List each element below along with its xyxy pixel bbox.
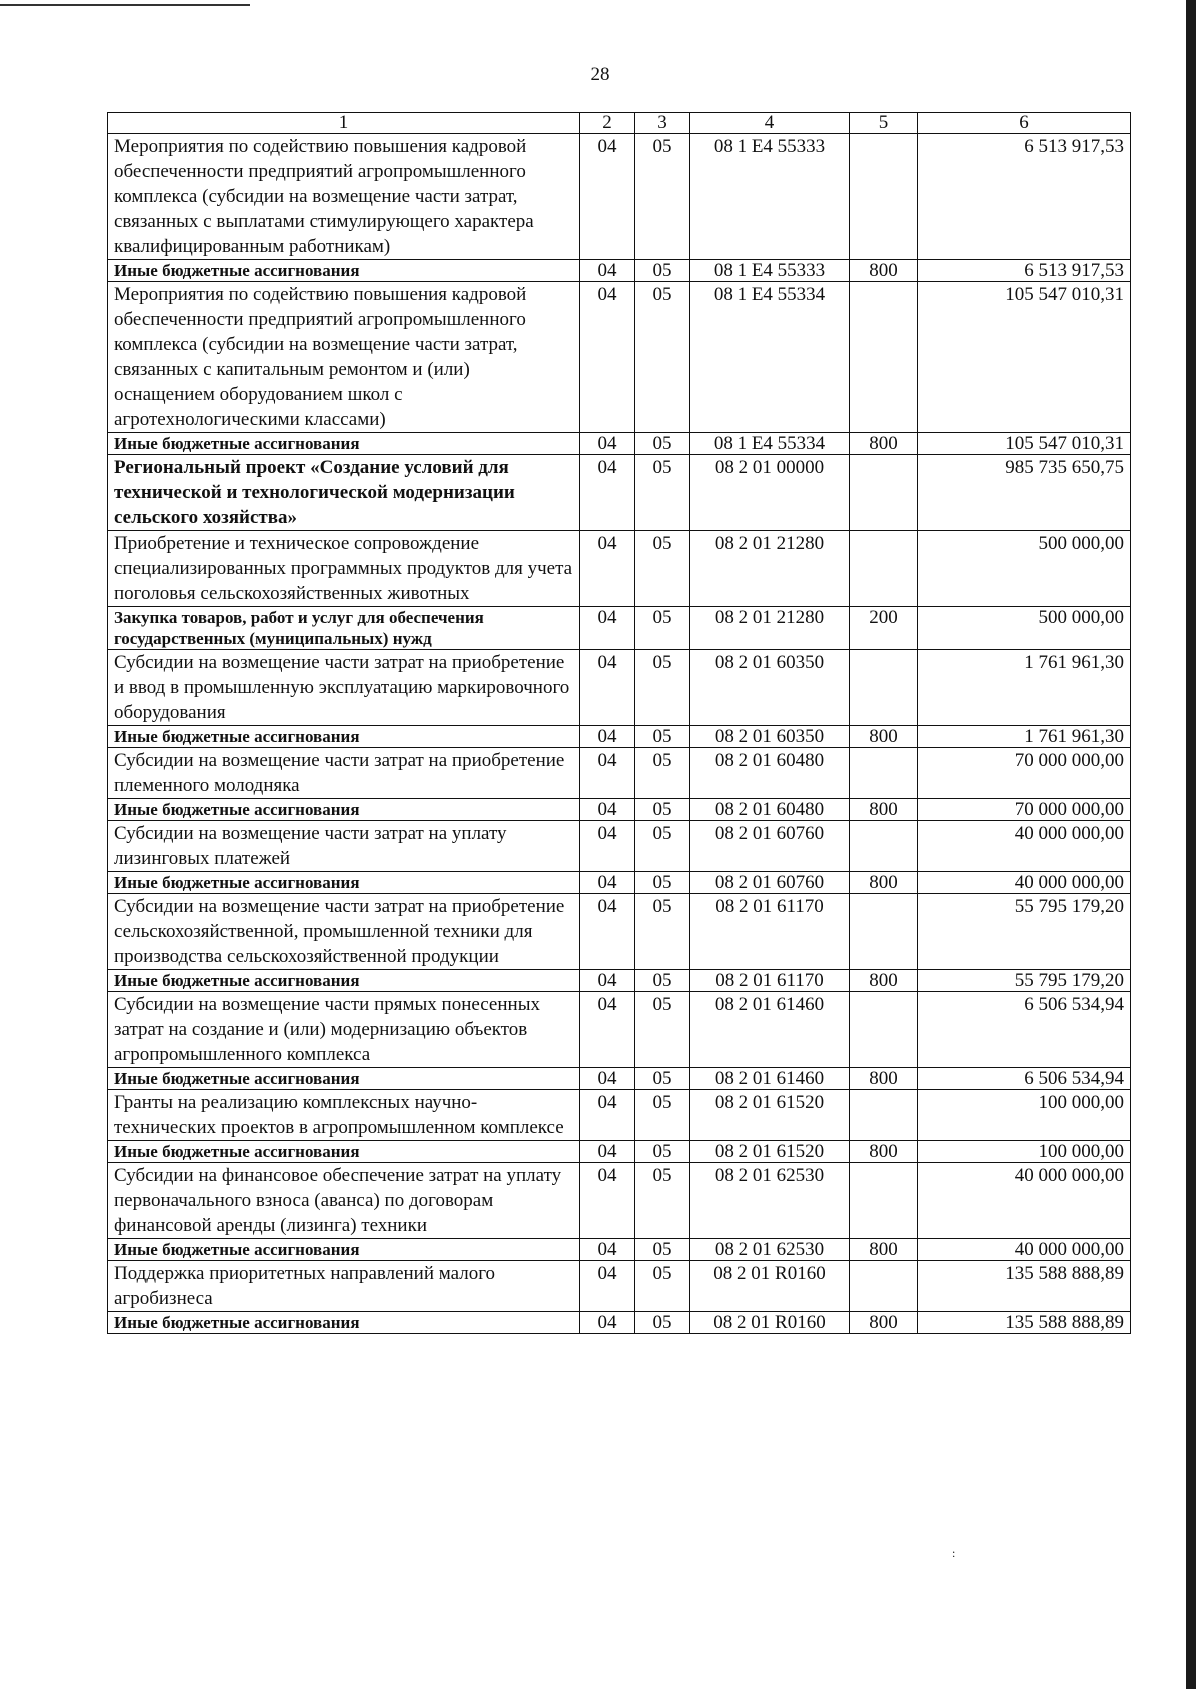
row-target-code: 08 2 01 00000 (690, 455, 850, 531)
table-row (108, 1312, 1131, 1334)
row-amount: 55 795 179,20 (918, 970, 1131, 992)
table-row (108, 726, 1131, 748)
row-name: Мероприятия по содействию повышения кадровой обеспеченности предприятий агропромышленного комплекса (субсидии на возмещение части затрат, связанных с выплатами стимулирующего характера квалифицированным работникам) (108, 134, 580, 260)
row-name: Региональный проект «Создание условий для технической и технологической модернизации сельского хозяйства» (108, 455, 580, 531)
row-target-code: 08 2 01 62530 (690, 1163, 850, 1239)
scan-artifact: : (952, 1546, 956, 1560)
row-name: Приобретение и техническое сопровождение специализированных программных продуктов для учета поголовья сельскохозяйственных животных (108, 531, 580, 607)
row-expense-type (850, 282, 918, 433)
row-name: Иные бюджетные ассигнования (108, 1141, 580, 1163)
row-amount: 40 000 000,00 (918, 821, 1131, 872)
row-target-code: 08 2 01 60480 (690, 799, 850, 821)
row-name: Субсидии на возмещение части прямых понесенных затрат на создание и (или) модернизацию объектов агропромышленного комплекса (108, 992, 580, 1068)
row-section: 04 (580, 531, 635, 607)
row-name: Субсидии на возмещение части затрат на приобретение и ввод в промышленную эксплуатацию маркировочного оборудования (108, 650, 580, 726)
row-section: 04 (580, 1261, 635, 1312)
row-name: Иные бюджетные ассигнования (108, 872, 580, 894)
row-target-code: 08 2 01 60480 (690, 748, 850, 799)
row-subsection: 05 (635, 1090, 690, 1141)
table-row (108, 970, 1131, 992)
table-row (108, 872, 1131, 894)
budget-table-body (108, 113, 1131, 1334)
row-name: Иные бюджетные ассигнования (108, 726, 580, 748)
row-expense-type (850, 821, 918, 872)
row-section: 04 (580, 1239, 635, 1261)
row-name: Иные бюджетные ассигнования (108, 433, 580, 455)
row-section: 04 (580, 455, 635, 531)
row-subsection: 05 (635, 1141, 690, 1163)
row-expense-type: 800 (850, 799, 918, 821)
table-row (108, 1141, 1131, 1163)
row-section: 04 (580, 799, 635, 821)
row-amount: 40 000 000,00 (918, 872, 1131, 894)
column-header-5: 5 (850, 113, 918, 134)
row-name: Иные бюджетные ассигнования (108, 970, 580, 992)
row-expense-type: 800 (850, 433, 918, 455)
row-amount: 100 000,00 (918, 1090, 1131, 1141)
row-expense-type (850, 531, 918, 607)
row-target-code: 08 2 01 60350 (690, 650, 850, 726)
row-section: 04 (580, 748, 635, 799)
row-amount: 135 588 888,89 (918, 1312, 1131, 1334)
row-name: Иные бюджетные ассигнования (108, 1312, 580, 1334)
row-expense-type (850, 455, 918, 531)
row-subsection: 05 (635, 134, 690, 260)
row-target-code: 08 2 01 61460 (690, 992, 850, 1068)
row-subsection: 05 (635, 433, 690, 455)
column-header-6: 6 (918, 113, 1131, 134)
row-target-code: 08 1 E4 55333 (690, 260, 850, 282)
row-section: 04 (580, 894, 635, 970)
row-expense-type: 800 (850, 872, 918, 894)
row-subsection: 05 (635, 970, 690, 992)
row-amount: 6 513 917,53 (918, 260, 1131, 282)
row-target-code: 08 2 01 61520 (690, 1141, 850, 1163)
row-section: 04 (580, 433, 635, 455)
row-section: 04 (580, 1068, 635, 1090)
row-section: 04 (580, 282, 635, 433)
row-amount: 500 000,00 (918, 607, 1131, 650)
row-expense-type (850, 1163, 918, 1239)
row-target-code: 08 2 01 60350 (690, 726, 850, 748)
row-name: Закупка товаров, работ и услуг для обеспечения государственных (муниципальных) нужд (108, 607, 580, 650)
table-row (108, 1261, 1131, 1312)
row-subsection: 05 (635, 1068, 690, 1090)
row-target-code: 08 2 01 21280 (690, 607, 850, 650)
row-target-code: 08 2 01 61170 (690, 894, 850, 970)
table-row (108, 455, 1131, 531)
row-name: Иные бюджетные ассигнования (108, 1239, 580, 1261)
row-target-code: 08 2 01 61170 (690, 970, 850, 992)
row-expense-type (850, 650, 918, 726)
row-name: Мероприятия по содействию повышения кадровой обеспеченности предприятий агропромышленного комплекса (субсидии на возмещение части затрат, связанных с капитальным ремонтом и (или) оснащением оборудованием школ с агротехнологическими классами) (108, 282, 580, 433)
row-name: Субсидии на финансовое обеспечение затрат на уплату первоначального взноса (аванса) по договорам финансовой аренды (лизинга) техники (108, 1163, 580, 1239)
row-subsection: 05 (635, 821, 690, 872)
row-subsection: 05 (635, 282, 690, 433)
row-section: 04 (580, 1090, 635, 1141)
row-target-code: 08 2 01 60760 (690, 872, 850, 894)
row-expense-type (850, 894, 918, 970)
row-amount: 105 547 010,31 (918, 433, 1131, 455)
table-row (108, 1239, 1131, 1261)
table-row (108, 134, 1131, 260)
row-subsection: 05 (635, 455, 690, 531)
row-amount: 135 588 888,89 (918, 1261, 1131, 1312)
table-row (108, 531, 1131, 607)
row-expense-type (850, 992, 918, 1068)
budget-table (107, 112, 1131, 1334)
row-subsection: 05 (635, 1163, 690, 1239)
row-expense-type: 800 (850, 260, 918, 282)
row-amount: 105 547 010,31 (918, 282, 1131, 433)
row-expense-type (850, 1090, 918, 1141)
row-target-code: 08 1 E4 55334 (690, 282, 850, 433)
row-subsection: 05 (635, 799, 690, 821)
row-expense-type: 800 (850, 1141, 918, 1163)
row-section: 04 (580, 607, 635, 650)
table-row (108, 433, 1131, 455)
row-subsection: 05 (635, 607, 690, 650)
row-section: 04 (580, 872, 635, 894)
row-amount: 40 000 000,00 (918, 1239, 1131, 1261)
table-row (108, 1068, 1131, 1090)
table-row (108, 1163, 1131, 1239)
row-target-code: 08 2 01 R0160 (690, 1312, 850, 1334)
row-section: 04 (580, 1163, 635, 1239)
row-section: 04 (580, 134, 635, 260)
row-section: 04 (580, 650, 635, 726)
row-target-code: 08 2 01 21280 (690, 531, 850, 607)
table-row (108, 748, 1131, 799)
row-subsection: 05 (635, 748, 690, 799)
row-section: 04 (580, 726, 635, 748)
row-subsection: 05 (635, 1261, 690, 1312)
table-row (108, 992, 1131, 1068)
table-row (108, 282, 1131, 433)
table-row (108, 799, 1131, 821)
row-subsection: 05 (635, 872, 690, 894)
row-section: 04 (580, 992, 635, 1068)
row-subsection: 05 (635, 992, 690, 1068)
table-header-row (108, 113, 1131, 134)
row-section: 04 (580, 821, 635, 872)
row-subsection: 05 (635, 894, 690, 970)
row-name: Поддержка приоритетных направлений малого агробизнеса (108, 1261, 580, 1312)
column-header-2: 2 (580, 113, 635, 134)
row-amount: 1 761 961,30 (918, 650, 1131, 726)
row-name: Иные бюджетные ассигнования (108, 1068, 580, 1090)
table-row (108, 650, 1131, 726)
row-target-code: 08 2 01 62530 (690, 1239, 850, 1261)
row-expense-type: 800 (850, 1239, 918, 1261)
row-amount: 500 000,00 (918, 531, 1131, 607)
scan-edge-border (1186, 0, 1196, 1689)
row-expense-type: 800 (850, 970, 918, 992)
row-section: 04 (580, 1312, 635, 1334)
row-amount: 70 000 000,00 (918, 799, 1131, 821)
row-amount: 6 506 534,94 (918, 992, 1131, 1068)
row-expense-type (850, 1261, 918, 1312)
row-subsection: 05 (635, 531, 690, 607)
row-subsection: 05 (635, 650, 690, 726)
row-expense-type: 800 (850, 1312, 918, 1334)
row-section: 04 (580, 970, 635, 992)
row-target-code: 08 2 01 61520 (690, 1090, 850, 1141)
row-expense-type: 200 (850, 607, 918, 650)
row-section: 04 (580, 260, 635, 282)
column-header-3: 3 (635, 113, 690, 134)
row-target-code: 08 1 E4 55333 (690, 134, 850, 260)
row-expense-type: 800 (850, 726, 918, 748)
row-amount: 1 761 961,30 (918, 726, 1131, 748)
row-target-code: 08 2 01 61460 (690, 1068, 850, 1090)
row-amount: 100 000,00 (918, 1141, 1131, 1163)
row-name: Субсидии на возмещение части затрат на приобретение племенного молодняка (108, 748, 580, 799)
table-row (108, 607, 1131, 650)
column-header-4: 4 (690, 113, 850, 134)
row-expense-type (850, 748, 918, 799)
row-amount: 55 795 179,20 (918, 894, 1131, 970)
row-amount: 6 513 917,53 (918, 134, 1131, 260)
row-amount: 985 735 650,75 (918, 455, 1131, 531)
row-name: Иные бюджетные ассигнования (108, 799, 580, 821)
row-subsection: 05 (635, 260, 690, 282)
table-row (108, 821, 1131, 872)
row-name: Субсидии на возмещение части затрат на уплату лизинговых платежей (108, 821, 580, 872)
row-section: 04 (580, 1141, 635, 1163)
column-header-1: 1 (108, 113, 580, 134)
row-subsection: 05 (635, 1239, 690, 1261)
row-name: Субсидии на возмещение части затрат на приобретение сельскохозяйственной, промышленной техники для производства сельскохозяйственной продукции (108, 894, 580, 970)
row-target-code: 08 1 E4 55334 (690, 433, 850, 455)
row-expense-type: 800 (850, 1068, 918, 1090)
table-row (108, 260, 1131, 282)
scan-edge-mark (0, 4, 250, 6)
table-row (108, 1090, 1131, 1141)
row-subsection: 05 (635, 1312, 690, 1334)
row-target-code: 08 2 01 R0160 (690, 1261, 850, 1312)
table-row (108, 894, 1131, 970)
row-subsection: 05 (635, 726, 690, 748)
row-target-code: 08 2 01 60760 (690, 821, 850, 872)
row-name: Иные бюджетные ассигнования (108, 260, 580, 282)
row-amount: 40 000 000,00 (918, 1163, 1131, 1239)
row-amount: 6 506 534,94 (918, 1068, 1131, 1090)
row-name: Гранты на реализацию комплексных научно-технических проектов в агропромышленном комплексе (108, 1090, 580, 1141)
row-amount: 70 000 000,00 (918, 748, 1131, 799)
page-number: 28 (590, 64, 610, 85)
row-expense-type (850, 134, 918, 260)
